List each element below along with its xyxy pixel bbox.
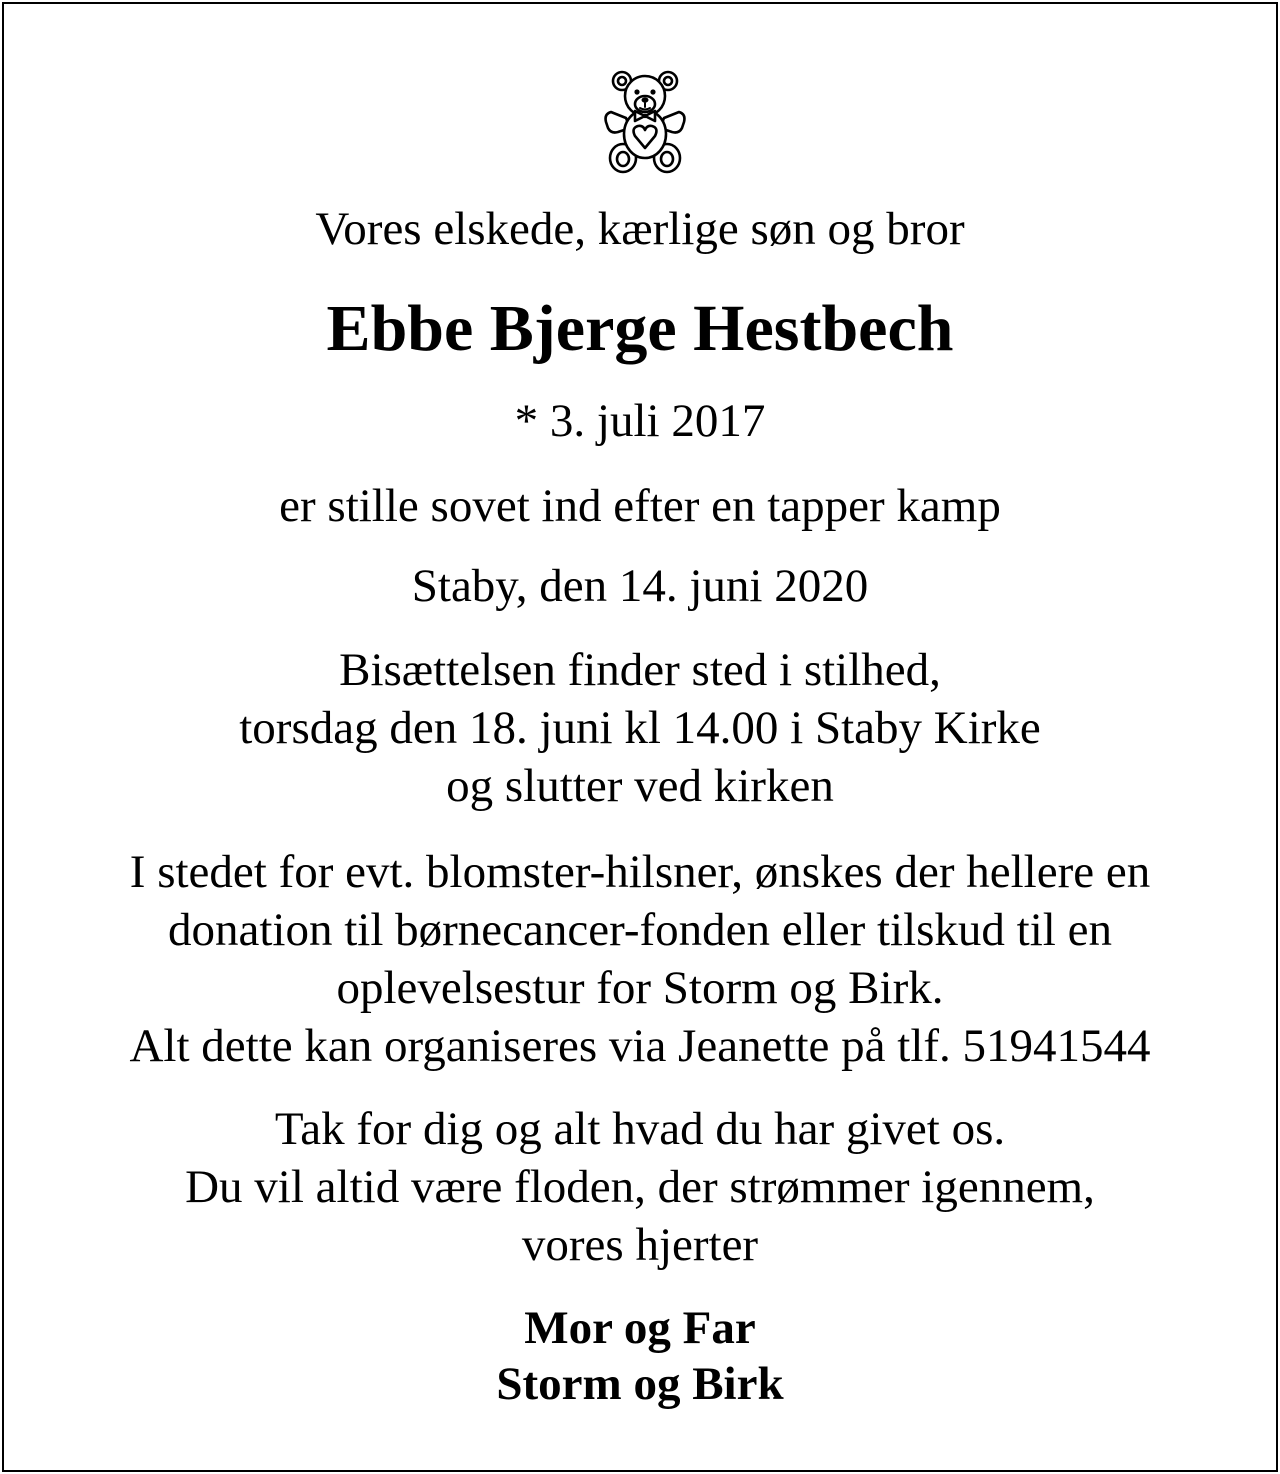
donation-line: oplevelsestur for Storm og Birk.	[336, 962, 944, 1014]
birth-date: * 3. juli 2017	[514, 395, 766, 447]
signature-line: Mor og Far	[524, 1302, 756, 1354]
thanks-text	[4, 1100, 1276, 1274]
donation-line: donation til børnecancer-fonden eller tilskud til en	[168, 904, 1112, 956]
signature-line: Storm og Birk	[496, 1358, 784, 1410]
thanks-line: vores hjerter	[521, 1219, 759, 1271]
donation-info	[4, 843, 1276, 1075]
funeral-info	[4, 641, 1276, 815]
funeral-line: Bisættelsen finder sted i stilhed,	[339, 644, 941, 696]
thanks-line: Du vil altid være floden, der strømmer igennem,	[185, 1161, 1095, 1213]
obituary-notice	[2, 2, 1278, 1472]
place-and-date: Staby, den 14. juni 2020	[411, 560, 869, 612]
passing-text: er stille sovet ind efter en tapper kamp	[279, 480, 1001, 532]
funeral-line: torsdag den 18. juni kl 14.00 i Staby Kirke	[239, 702, 1041, 754]
teddy-bear-icon	[602, 68, 688, 176]
donation-line: I stedet for evt. blomster-hilsner, ønskes der hellere en	[129, 846, 1151, 898]
funeral-line: og slutter ved kirken	[446, 760, 834, 812]
signature	[4, 1300, 1276, 1412]
intro-text: Vores elskede, kærlige søn og bror	[315, 203, 965, 255]
deceased-name: Ebbe Bjerge Hestbech	[326, 292, 954, 365]
donation-line: Alt dette kan organiseres via Jeanette på tlf. 51941544	[129, 1020, 1151, 1072]
thanks-line: Tak for dig og alt hvad du har givet os.	[274, 1103, 1006, 1155]
